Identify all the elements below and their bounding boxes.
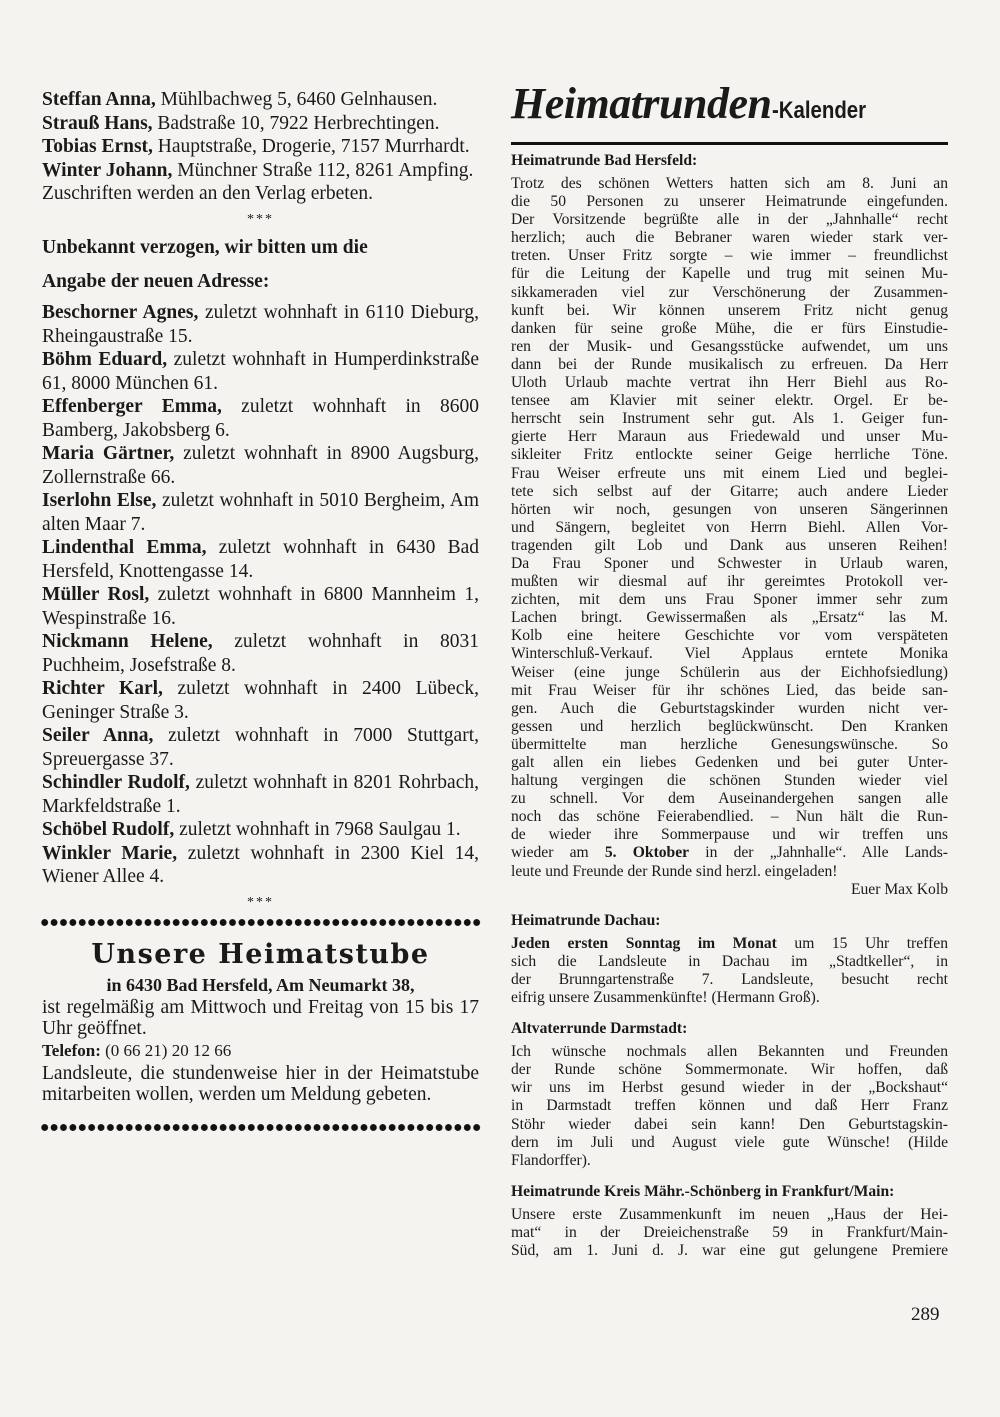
section-heading: Heimatrunde Dachau: xyxy=(511,911,661,929)
address-text: zuletzt wohnhaft in 8201 Rohrbach, Markfeldstraße 1. xyxy=(42,772,479,817)
address-entry xyxy=(42,536,479,583)
bold-segment: Jeden ersten Sonntag im Monat xyxy=(511,934,777,952)
address-entry xyxy=(42,771,479,818)
calendar-section xyxy=(511,911,948,1007)
separator: *** xyxy=(247,211,274,227)
person-name: Tobias Ernst, xyxy=(42,136,153,157)
text-line: dern im Juli und August viele gute Wünsche! (Hilde xyxy=(511,1133,948,1151)
calendar-title xyxy=(511,78,948,140)
person-name: Seiler Anna, xyxy=(42,725,154,746)
text-line: wir uns im Herbst gesund wieder in der „Bockshaut“ xyxy=(511,1079,948,1097)
address-entry xyxy=(42,724,479,771)
heimatstube-address: in 6430 Bad Hersfeld, Am Neumarkt 38, xyxy=(106,975,415,995)
text-line: Frau Weiser erfreute uns mit einem Lied und beglei- xyxy=(511,464,948,482)
text-segment: wieder am xyxy=(511,844,605,862)
address-entry xyxy=(42,489,479,536)
text-line: Flandorffer). xyxy=(511,1151,591,1169)
text-line: gierte Herr Maraun aus Friedewald und unser Mu- xyxy=(511,428,948,446)
address-text: Münchner Straße 112, 8261 Ampfing. xyxy=(172,159,474,181)
text-line: mit Frau Weiser für ihr schönes Lied, das beide san- xyxy=(511,681,948,699)
text-line: übermittelte man herzliche Genesungswünsche. So xyxy=(511,735,948,753)
text-line: Uloth Urlaub machte vertrat ihn Herr Biehl aus Ro- xyxy=(511,374,948,392)
address-text: Badstraße 10, 7922 Herbrechtingen. xyxy=(152,112,440,134)
text-line: Trotz des schönen Wetters hatten sich am 8. Juni an xyxy=(511,175,948,192)
text-line: der Runde schöne Sommermonate. Wir hoffen, daß xyxy=(511,1061,948,1079)
text-line: kunft bei. Wir können unserem Fritz nicht genug xyxy=(511,301,948,319)
text-line: ren der Musik- und Gesangsstücke aufwendet, um uns xyxy=(511,337,948,355)
address-text: zuletzt wohnhaft in 8600 Bamberg, Jakobsberg 6. xyxy=(42,396,479,441)
address-text: zuletzt wohnhaft in 2400 Lübeck, Geninger Straße 3. xyxy=(42,678,479,723)
calendar-section xyxy=(511,1182,948,1260)
person-name: Richter Karl, xyxy=(42,678,163,699)
person-name: Lindenthal Emma, xyxy=(42,537,207,558)
address-text: zuletzt wohnhaft in 8031 Puchheim, Josefstraße 8. xyxy=(42,631,479,676)
text-line: zichten, mit dem uns Frau Sponer immer sehr zum xyxy=(511,591,948,609)
address-entry xyxy=(42,159,479,183)
address-text: zuletzt wohnhaft in 7968 Saulgau 1. xyxy=(174,819,461,840)
text-line: herrscht sein Instrument sehr gut. Als 1. Geiger fun- xyxy=(511,410,948,428)
unknown-addresses-list xyxy=(42,301,479,889)
unknown-heading-line-2: Angabe der neuen Adresse: xyxy=(42,271,270,292)
address-entry xyxy=(42,583,479,630)
address-text: zuletzt wohnhaft in 7000 Stuttgart, Spreuergasse 37. xyxy=(42,725,479,770)
text-line: sich die Landsleute in Dachau im „Stadtkeller“, in xyxy=(511,952,948,970)
address-text: Hauptstraße, Drogerie, 7157 Murrhardt. xyxy=(152,136,470,157)
found-addresses-list xyxy=(42,88,479,182)
text-line: leute und Freunde der Runde sind herzl. eingeladen! xyxy=(511,862,838,880)
person-name: Schindler Rudolf, xyxy=(42,772,190,793)
text-line: gessen und herzlich beglückwünscht. Den Kranken xyxy=(511,717,948,735)
address-entry xyxy=(42,301,479,348)
address-entry xyxy=(42,630,479,677)
person-name: Effenberger Emma, xyxy=(42,396,222,417)
sections xyxy=(511,151,948,1260)
phone-label: Telefon: xyxy=(42,1041,101,1060)
text-line xyxy=(511,844,948,862)
text-line: die 50 Personen zu unserer Heimatrunde eingefunden. xyxy=(511,193,948,211)
text-line: mußten wir diesmal auf ihr gereimtes Protokoll ver- xyxy=(511,573,948,591)
person-name: Nickmann Helene, xyxy=(42,631,213,652)
text-line: danken für seine große Mühe, die er fürs Einstudie- xyxy=(511,319,948,337)
text-line: mat“ in der Dreieichenstraße 59 in Frankfurt/Main- xyxy=(511,1223,948,1241)
title-block: -Kalender xyxy=(771,97,866,124)
text-line: galt allen ein liebes Gedenken und bei guter Unter- xyxy=(511,754,948,771)
heimatstube-hours: ist regelmäßig am Mittwoch und Freitag von 15 bis 17 Uhr geöffnet. xyxy=(42,997,479,1039)
signature: Euer Max Kolb xyxy=(850,880,948,898)
text-line: Winterschluß-Verkauf. Viel Applaus erntete Monika xyxy=(511,645,948,663)
unknown-heading-line-1: Unbekannt verzogen, wir bitten um die xyxy=(42,237,368,258)
text-line: zu schnell. Vor dem Auseinandergehen sangen alle xyxy=(511,790,948,808)
address-entry xyxy=(42,135,479,159)
calendar-section xyxy=(511,151,948,899)
right-column xyxy=(511,78,948,1260)
address-text: zuletzt wohnhaft in 5010 Bergheim, Am alten Maar 7. xyxy=(42,490,479,535)
text-segment: um 15 Uhr treffen xyxy=(776,934,948,952)
text-line: tete sich selbst auf der Gitarre; auch andere Lieder xyxy=(511,482,948,500)
text-line: Weiser (eine junge Schülerin aus der Eichhofsiedlung) xyxy=(511,663,948,681)
heimatstube-phone xyxy=(42,1039,479,1063)
text-line: gen. Auch die Geburtstagskinder wurden nicht ver- xyxy=(511,699,948,717)
text-line: Da Frau Sponer und Schwester in Urlaub waren, xyxy=(511,554,948,572)
text-line: noch das schöne Feierabendlied. – Nun hält die Run- xyxy=(511,808,948,826)
address-text: zuletzt wohnhaft in 8900 Augsburg, Zollernstraße 66. xyxy=(42,443,479,488)
text-line: in Darmstadt treffen können und daß Herr Franz xyxy=(511,1097,948,1115)
address-text: zuletzt wohnhaft in 6800 Mannheim 1, Wespinstraße 16. xyxy=(42,584,479,629)
diamond-border-top xyxy=(40,918,481,927)
calendar-section xyxy=(511,1019,948,1170)
section-heading: Heimatrunde Kreis Mähr.-Schönberg in Frankfurt/Main: xyxy=(511,1182,895,1200)
text-line: sikleiter Fritz entlockte seiner Geige herrliche Töne. xyxy=(511,446,948,464)
text-line: Süd, am 1. Juni d. J. war eine gut gelungene Premiere xyxy=(511,1241,948,1259)
person-name: Winkler Marie, xyxy=(42,842,178,864)
address-text: zuletzt wohnhaft in 6110 Dieburg, Rheingaustraße 15. xyxy=(42,302,480,347)
text-line: Der Vorsitzende begrüßte alle in der „Jahnhalle“ recht xyxy=(511,211,948,229)
address-entry xyxy=(42,348,479,395)
address-entry xyxy=(42,88,479,112)
person-name: Steffan Anna, xyxy=(42,89,156,110)
address-entry xyxy=(42,112,479,136)
left-column xyxy=(42,88,479,1132)
person-name: Müller Rosl, xyxy=(42,584,150,605)
person-name: Böhm Eduard, xyxy=(42,349,168,370)
person-name: Strauß Hans, xyxy=(42,112,153,134)
text-segment: in der „Jahnhalle“. Alle Lands- xyxy=(689,844,949,862)
text-line: für die Leitung der Kapelle und trug mit seinen Mu- xyxy=(511,265,948,283)
letters-note: Zuschriften werden an den Verlag erbeten. xyxy=(42,183,373,204)
text-line xyxy=(511,935,948,953)
heimatstube-appeal: Landsleute, die stundenweise hier in der Heimatstube mitarbeiten wollen, werden um Meldung gebeten. xyxy=(42,1063,479,1105)
address-entry xyxy=(42,395,479,442)
text-line: herzlich; auch die Bebraner waren wieder stark ver- xyxy=(511,229,948,247)
person-name: Beschorner Agnes, xyxy=(42,302,199,323)
address-text: zuletzt wohnhaft in 6430 Bad Hersfeld, Knottengasse 14. xyxy=(42,537,479,582)
address-entry xyxy=(42,677,479,724)
text-line: tensee am Klavier mit seiner elektr. Orgel. Er be- xyxy=(511,392,948,410)
heimatstube-box xyxy=(42,918,479,1132)
text-line: treten. Unser Fritz sorgte – wie immer – freundlichst xyxy=(511,247,948,265)
text-line: der Brunngartenstraße 7. Landsleute, besucht recht xyxy=(511,970,948,988)
address-text: zuletzt wohnhaft in 2300 Kiel 14, Wiener Allee 4. xyxy=(42,842,480,887)
text-line: tragenden gilt Lob und Dank aus unseren Reihen! xyxy=(511,536,948,554)
section-heading: Altvaterrunde Darmstadt: xyxy=(511,1020,688,1038)
person-name: Iserlohn Else, xyxy=(42,490,157,511)
diamond-border-bottom xyxy=(40,1123,481,1132)
address-entry xyxy=(42,818,479,842)
phone-number: (0 66 21) 20 12 66 xyxy=(100,1041,232,1060)
text-line: haltung vergingen die schönen Stunden wieder viel xyxy=(511,772,948,790)
text-line: Stöhr wieder dabei sein kann! Den Geburtstagskin- xyxy=(511,1115,948,1133)
page-number: 289 xyxy=(911,1304,940,1325)
separator: *** xyxy=(247,894,274,910)
text-line: dann bei der Runde musikalisch zu erfreuen. Da Herr xyxy=(511,355,948,373)
text-line: hörten wir noch, gesungen von unseren Sängerinnen xyxy=(511,500,948,518)
text-line: Lachen bringt. Gewissermaßen als „Ersatz“ las M. xyxy=(511,609,948,627)
person-name: Winter Johann, xyxy=(42,159,173,181)
address-text: zuletzt wohnhaft in Humperdinkstraße 61, 8000 München 61. xyxy=(42,349,479,394)
text-line: Kolb eine heitere Geschichte vor vom verspäteten xyxy=(511,627,948,645)
text-line: eifrig unsere Zusammenkünfte! (Hermann Groß). xyxy=(511,989,820,1007)
address-entry xyxy=(42,842,479,889)
title-script: Heimatrunden xyxy=(511,79,772,128)
text-line: de wieder ihre Sommerpause und wir treffen uns xyxy=(511,826,948,844)
person-name: Maria Gärtner, xyxy=(42,443,175,464)
section-heading: Heimatrunde Bad Hersfeld: xyxy=(511,152,698,169)
person-name: Schöbel Rudolf, xyxy=(42,819,175,840)
text-line: Unsere erste Zusammenkunft im neuen „Haus der Hei- xyxy=(511,1205,948,1223)
text-line: Ich wünsche nochmals allen Bekannten und Freunden xyxy=(511,1043,948,1061)
address-text: Mühlbachweg 5, 6460 Gelnhausen. xyxy=(155,89,438,110)
heimatstube-title: Unsere Heimatstube xyxy=(91,939,430,970)
title-rule xyxy=(511,142,948,145)
bold-segment: 5. Oktober xyxy=(604,844,690,862)
text-line: und Sängern, begleitet von Herrn Biehl. Allen Vor- xyxy=(511,518,948,536)
text-line: sikkameraden viel zur Verschönerung der Zusammen- xyxy=(511,283,948,301)
address-entry xyxy=(42,442,479,489)
